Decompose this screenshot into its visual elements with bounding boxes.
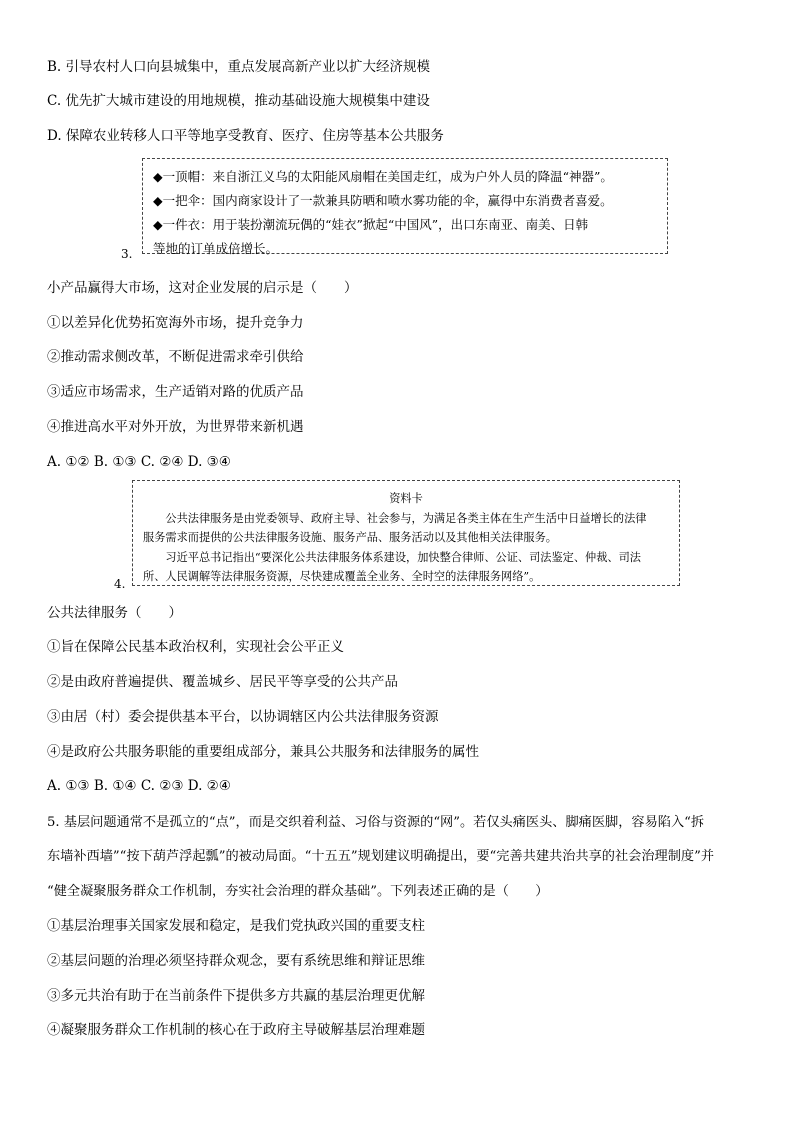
q5-statement-4: ④凝聚服务群众工作机制的核心在于政府主导破解基层治理难题 [47, 1022, 425, 1038]
q3-statement-3: ③适应市场需求，生产适销对路的优质产品 [47, 384, 304, 400]
q3-stem: 小产品赢得大市场，这对企业发展的启示是（ ） [47, 280, 358, 296]
q4-statement-3: ③由居（村）委会提供基本平台，以协调辖区内公共法律服务资源 [47, 709, 439, 725]
q5-statement-1: ①基层治理事关国家发展和稳定，是我们党执政兴国的重要支柱 [47, 918, 425, 934]
q3-material-box [142, 158, 668, 254]
q4-card-title: 资料卡 [389, 492, 423, 505]
q3-choices: A. ①② B. ①③ C. ②④ D. ③④ [47, 454, 231, 470]
q4-statement-2: ②是由政府普遍提供、覆盖城乡、居民平等享受的公共产品 [47, 674, 398, 690]
q3-statement-1: ①以差异化优势拓宽海外市场，提升竞争力 [47, 315, 304, 331]
q3-material-line: 等地的订单成倍增长。 [153, 241, 279, 256]
q2-option-d: D. 保障农业转移人口平等地享受教育、医疗、住房等基本公共服务 [47, 128, 444, 144]
q3-material-line: ◆一件衣：用于装扮潮流玩偶的“娃衣”掀起“中国风”，出口东南亚、南美、日韩 [153, 217, 589, 232]
q3-statement-2: ②推动需求侧改革，不断促进需求牵引供给 [47, 349, 304, 365]
q4-statement-4: ④是政府公共服务职能的重要组成部分，兼具公共服务和法律服务的属性 [47, 744, 479, 760]
q2-option-b: B. 引导农村人口向县城集中，重点发展高新产业以扩大经济规模 [47, 59, 431, 75]
q5-statement-2: ②基层问题的治理必须坚持群众观念，要有系统思维和辩证思维 [47, 953, 425, 969]
q4-card-paragraph-1-line-1: 公共法律服务是由党委领导、政府主导、社会参与，为满足各类主体在生产生活中日益增长的法律 [165, 511, 647, 525]
q4-card-paragraph-1-line-2: 服务需求而提供的公共法律服务设施、服务产品、服务活动以及其他相关法律服务。 [143, 531, 557, 544]
q5-statement-3: ③多元共治有助于在当前条件下提供多方共赢的基层治理更优解 [47, 988, 425, 1004]
q4-choices: A. ①③ B. ①④ C. ②③ D. ②④ [47, 778, 231, 794]
q3-material-line: ◆一把伞：国内商家设计了一款兼具防晒和喷水雾功能的伞，赢得中东消费者喜爱。 [153, 193, 613, 208]
q4-number: 4. [114, 577, 126, 591]
q4-stem: 公共法律服务（ ） [47, 605, 182, 621]
q5-stem-line-1: 5. 基层问题通常不是孤立的“点”，而是交织着利益、习俗与资源的“网”。若仅头痛医头、脚痛医脚，容易陷入“拆 [47, 815, 705, 830]
q2-option-c: C. 优先扩大城市建设的用地规模，推动基础设施大规模集中建设 [47, 93, 430, 109]
q4-card-paragraph-2-line-1: 习近平总书记指出“要深化公共法律服务体系建设，加快整合律师、公证、司法鉴定、仲裁、司法 [165, 550, 641, 564]
q4-statement-1: ①旨在保障公民基本政治权利，实现社会公平正义 [47, 639, 344, 655]
q3-material-line: ◆一顶帽：来自浙江义乌的太阳能风扇帽在美国走红，成为户外人员的降温“神器”。 [153, 169, 613, 184]
q4-data-card [132, 480, 680, 586]
q5-stem-line-3: “健全凝聚服务群众工作机制，夯实社会治理的群众基础”。下列表述正确的是（ ） [47, 884, 549, 899]
q3-number: 3. [121, 247, 133, 261]
q4-card-paragraph-2-line-2: 所、人民调解等法律服务资源，尽快建成覆盖全业务、全时空的法律服务网络”。 [143, 570, 541, 583]
q5-stem-line-2: 东墙补西墙”“按下葫芦浮起瓢”的被动局面。“十五五”规划建议明确提出，要“完善共建共治共享的社会治理制度”并 [47, 849, 715, 864]
q3-statement-4: ④推进高水平对外开放，为世界带来新机遇 [47, 419, 304, 435]
